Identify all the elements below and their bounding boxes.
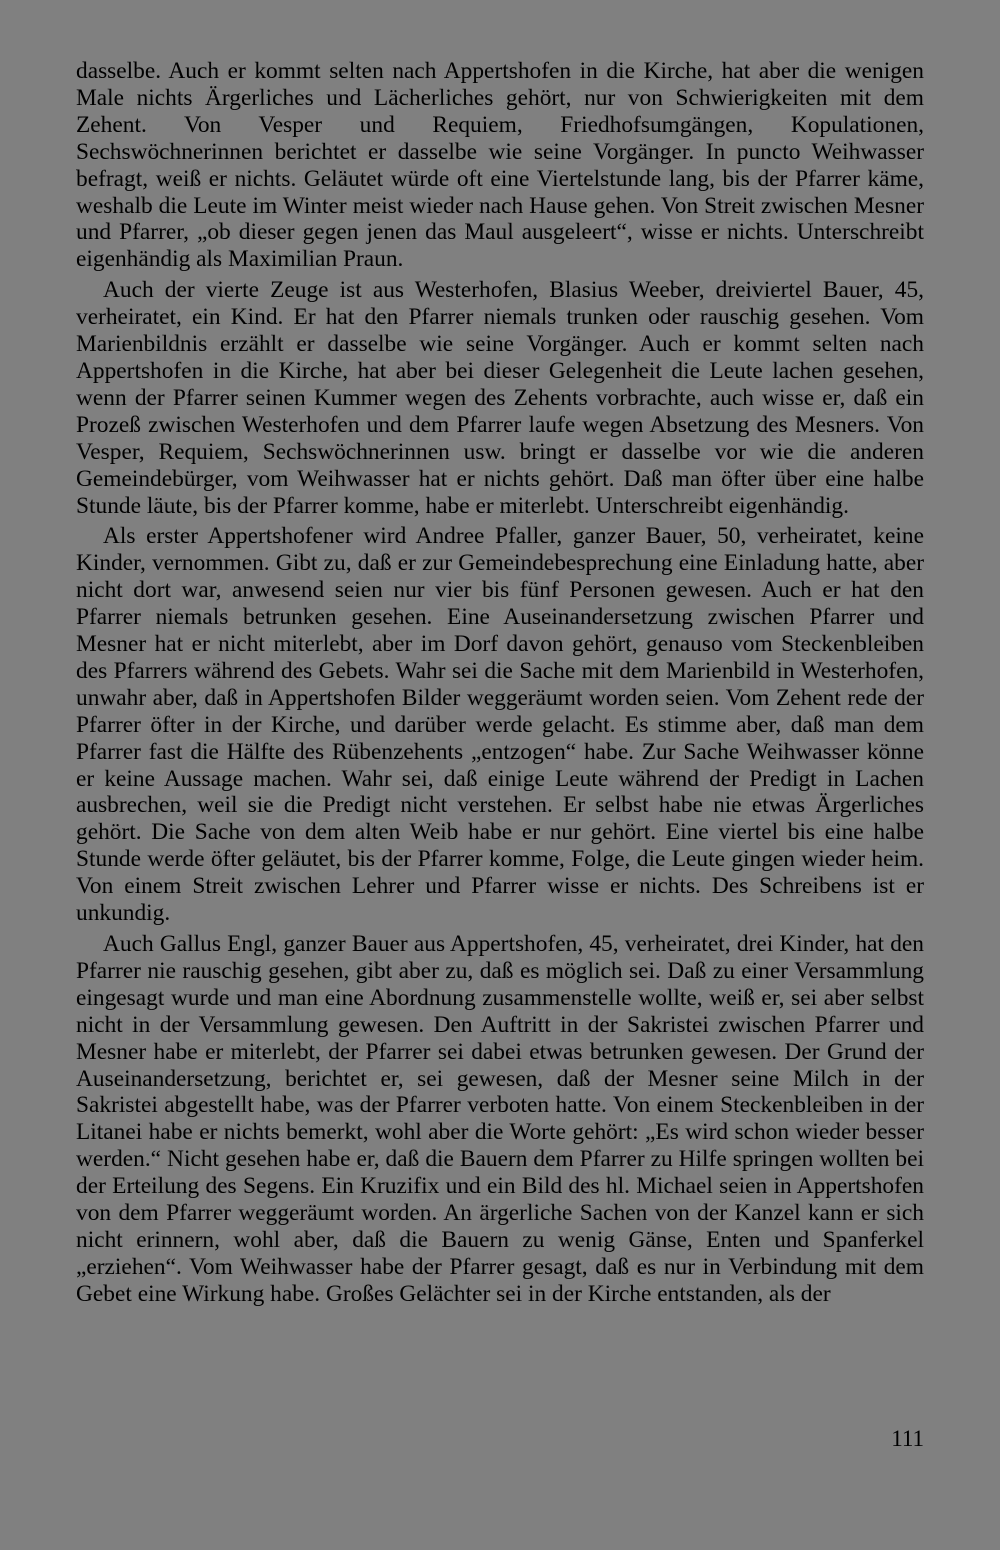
paragraph-gallus-engl: Auch Gallus Engl, ganzer Bauer aus Appertshofen, 45, verheiratet, drei Kinder, hat den Pfarrer nie rauschig gesehen, gibt aber zu, daß es möglich sei. Daß zu einer Versammlung eingesagt wurde und man eine Abordnung zusammenstelle wollte, weiß er, sei aber selbst nicht in der Versammlung gewesen. Den Auftritt in der Sakristei zwischen Pfarrer und Mesner habe er miterlebt, der Pfarrer sei dabei etwas betrunken gewesen. Der Grund der Auseinandersetzung, berichtet er, sei gewesen, daß der Mesner seine Milch in der Sakristei abgestellt habe, was der Pfarrer verboten hatte. Von einem Steckenbleiben in der Litanei habe er nichts bemerkt, wohl aber die Worte gehört: „Es wird schon wieder besser werden.“ Nicht gesehen habe er, daß die Bauern dem Pfarrer zu Hilfe springen wollten bei der Erteilung des Segens. Ein Kruzifix und ein Bild des hl. Michael seien in Appertshofen von dem Pfarrer weggeräumt worden. An ärgerliche Sachen von der Kanzel kann er sich nicht erinnern, wohl aber, daß die Bauern zu wenig Gänse, Enten und Spanferkel „erziehen“. Vom Weihwasser habe der Pfarrer gesagt, daß es nur in Verbindung mit dem Gebet eine Wirkung habe. Großes Gelächter sei in der Kirche entstanden, als der bbox=[76, 931, 924, 1307]
page-body bbox=[76, 58, 924, 1308]
paragraph-continuation: dasselbe. Auch er kommt selten nach Appertshofen in die Kirche, hat aber die wenigen Male nichts Ärgerliches und Lächerliches gehört, nur von Schwierigkeiten mit dem Zehent. Von Vesper und Requiem, Friedhofsumgängen, Kopulationen, Sechswöchnerinnen berichtet er dasselbe wie seine Vorgänger. In puncto Weihwasser befragt, weiß er nichts. Geläutet würde oft eine Viertelstunde lang, bis der Pfarrer käme, weshalb die Leute im Winter meist wieder nach Hause gehen. Von Streit zwischen Mesner und Pfarrer, „ob dieser gegen jenen das Maul ausgeleert“, wisse er nichts. Unterschreibt eigenhändig als Maximilian Praun. bbox=[76, 58, 924, 273]
paragraph-fourth-witness: Auch der vierte Zeuge ist aus Westerhofen, Blasius Weeber, dreiviertel Bauer, 45, verheiratet, ein Kind. Er hat den Pfarrer niemals trunken oder rauschig gesehen. Vom Marienbildnis erzählt er dasselbe wie seine Vorgänger. Auch er kommt selten nach Appertshofen in die Kirche, hat aber bei dieser Gelegenheit die Leute lachen gesehen, wenn der Pfarrer seinen Kummer wegen des Zehents vorbrachte, auch wisse er, daß ein Prozeß zwischen Westerhofen und dem Pfarrer laufe wegen Absetzung des Mesners. Von Vesper, Requiem, Sechswöchnerinnen usw. bringt er dasselbe vor wie die anderen Gemeindebürger, vom Weihwasser hat er nichts gehört. Daß man öfter über eine halbe Stunde läute, bis der Pfarrer komme, habe er miterlebt. Unterschreibt eigenhändig. bbox=[76, 277, 924, 519]
paragraph-first-appertshofener: Als erster Appertshofener wird Andree Pfaller, ganzer Bauer, 50, verheiratet, keine Kinder, vernommen. Gibt zu, daß er zur Gemeindebesprechung eine Einladung hatte, aber nicht dort war, anwesend seien nur vier bis fünf Personen gewesen. Auch er hat den Pfarrer niemals betrunken gesehen. Eine Auseinandersetzung zwischen Pfarrer und Mesner hat er nicht miterlebt, aber im Dorf davon gehört, genauso vom Steckenbleiben des Pfarrers während des Gebets. Wahr sei die Sache mit dem Marienbild in Westerhofen, unwahr aber, daß in Appertshofen Bilder weggeräumt worden seien. Vom Zehent rede der Pfarrer öfter in der Kirche, und darüber werde gelacht. Es stimme aber, daß man dem Pfarrer fast die Hälfte des Rübenzehents „entzogen“ habe. Zur Sache Weihwasser könne er keine Aussage machen. Wahr sei, daß einige Leute während der Predigt in Lachen ausbrechen, weil sie die Predigt nicht verstehen. Er selbst habe nie etwas Ärgerliches gehört. Die Sache von dem alten Weib habe er nur gehört. Eine viertel bis eine halbe Stunde werde öfter geläutet, bis der Pfarrer komme, Folge, die Leute gingen wieder heim. Von einem Streit zwischen Lehrer und Pfarrer wisse er nichts. Des Schreibens ist er unkundig. bbox=[76, 523, 924, 927]
page-number: 111 bbox=[891, 1426, 924, 1451]
